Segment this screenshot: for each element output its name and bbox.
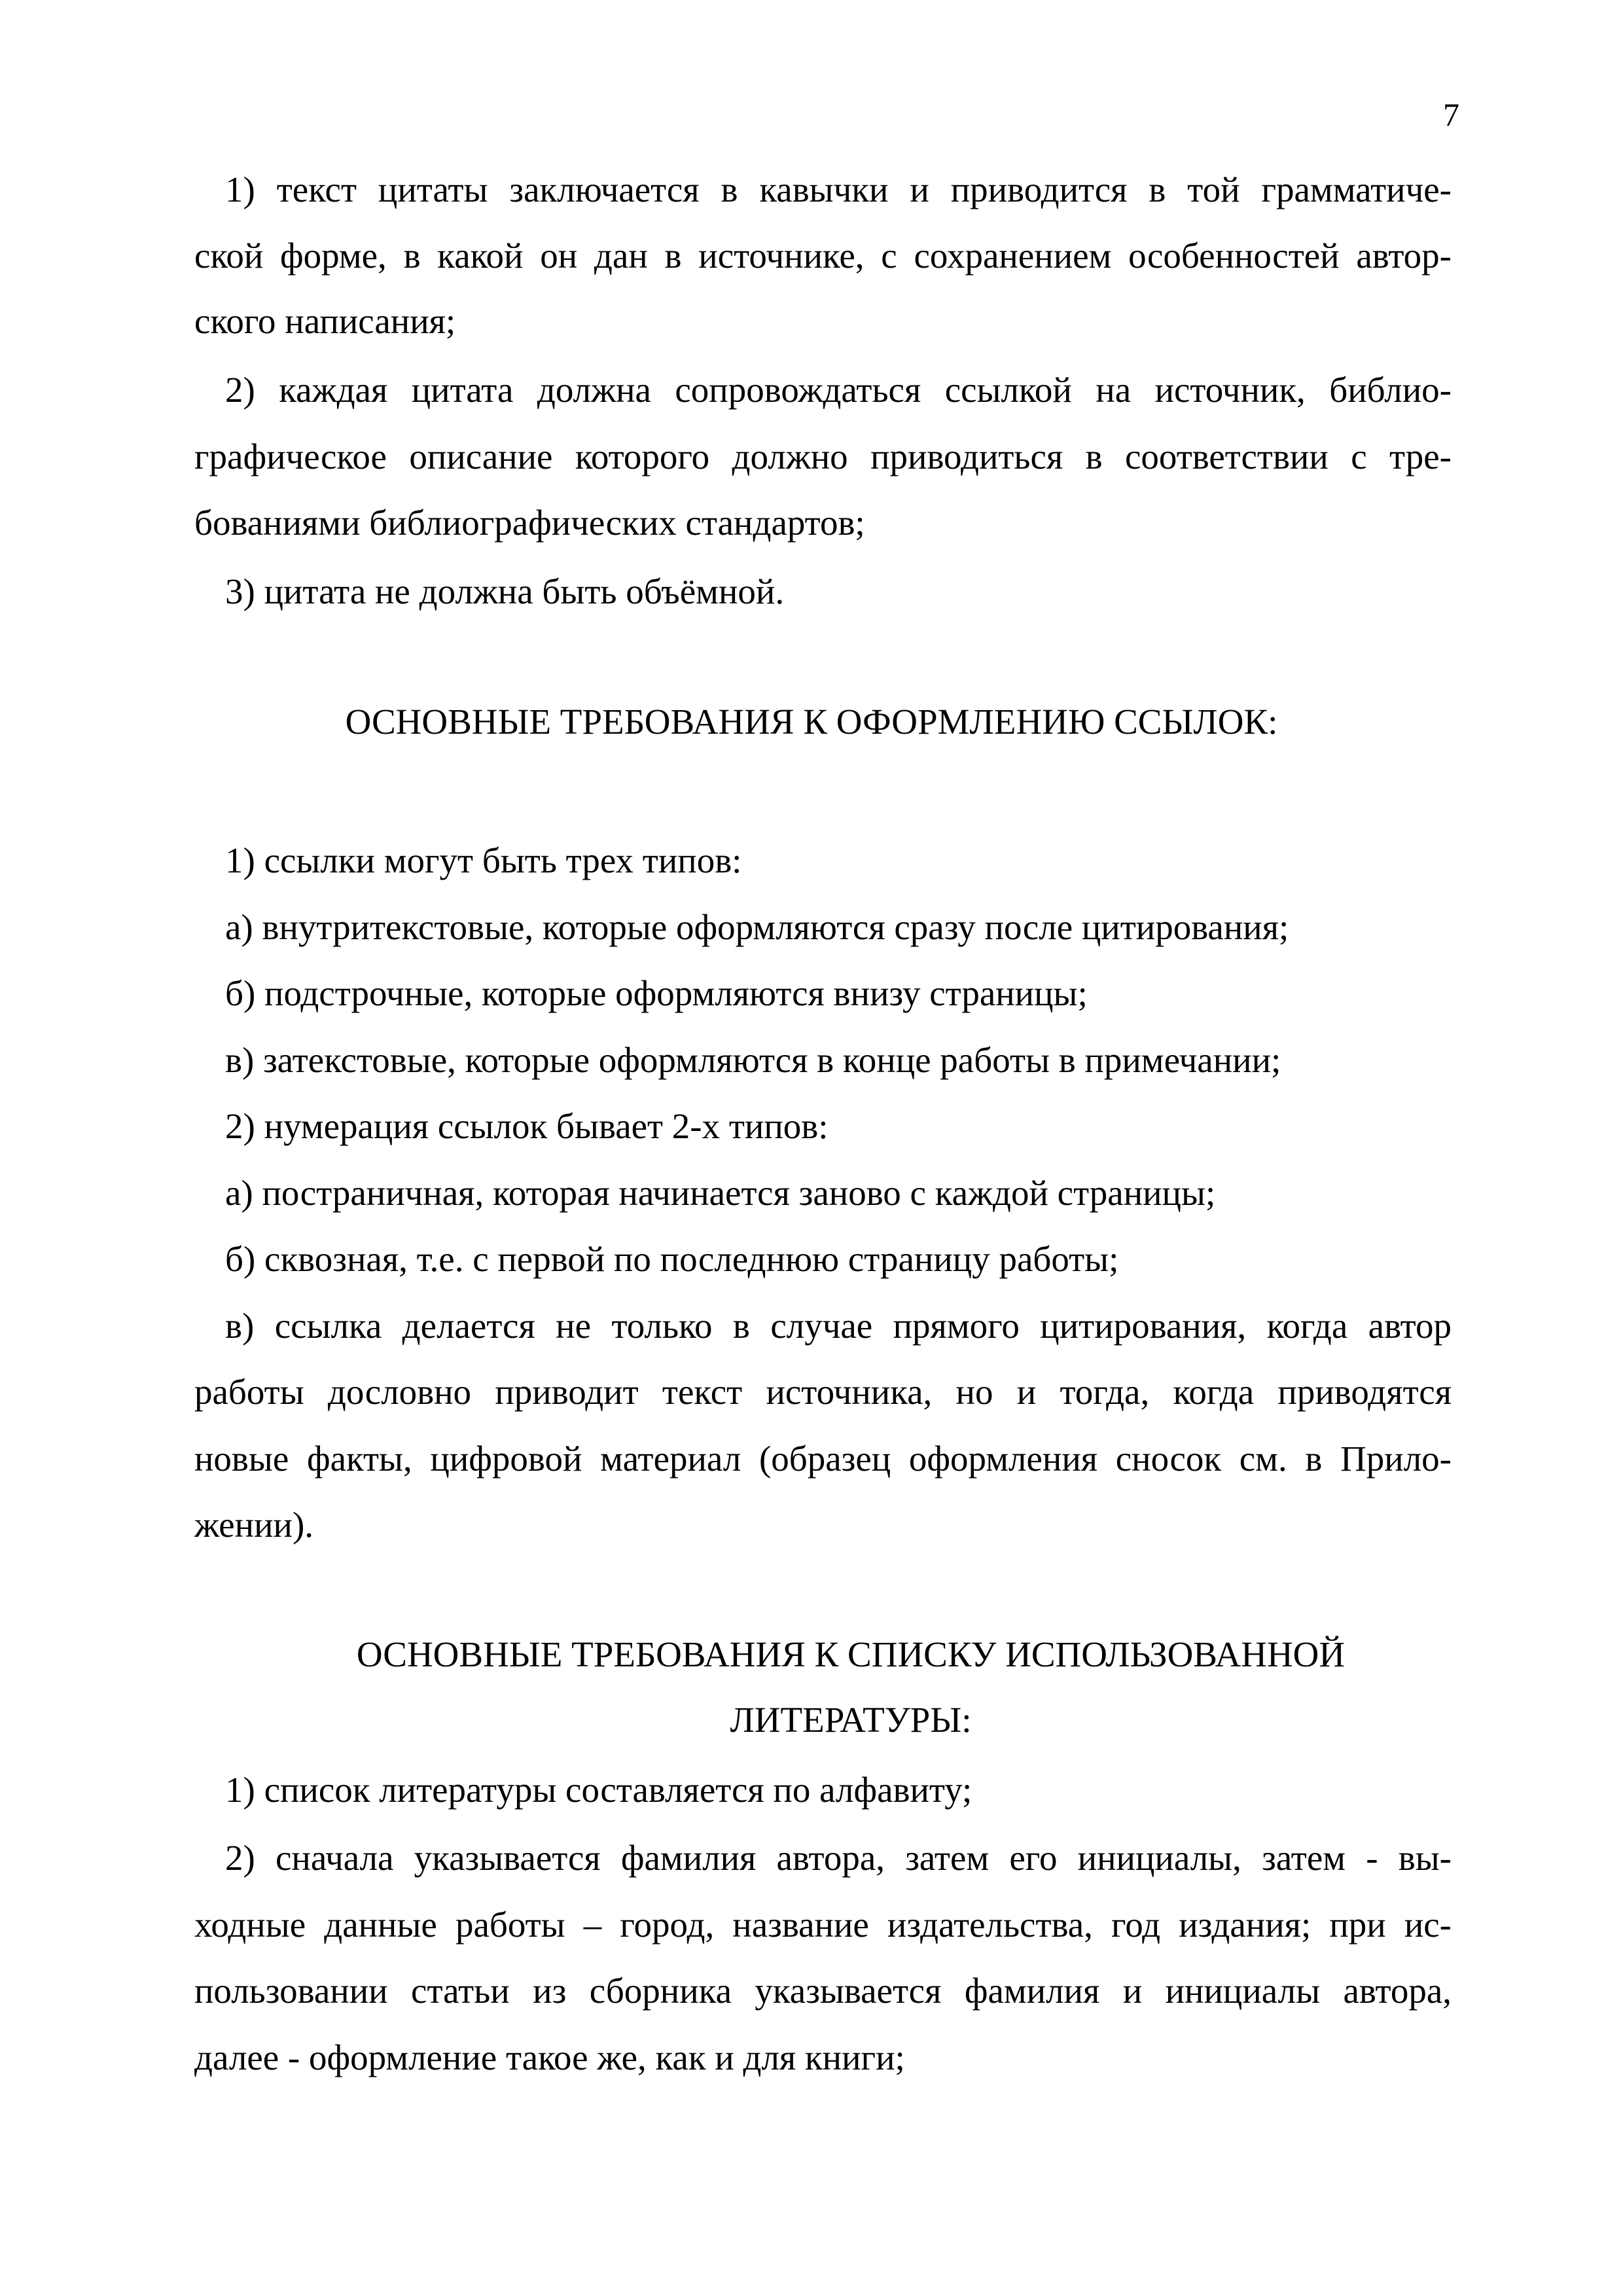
links-item-2: а) внутритекстовые, которые оформляются сразу после цитирования; <box>225 907 1289 947</box>
literature-item-2-line-4: далее - оформление такое же, как и для книги; <box>194 2037 905 2077</box>
links-item-1: 1) ссылки могут быть трех типов: <box>225 840 742 880</box>
literature-item-2-line-2: ходные данные работы – город, название издательства, год издания; при ис- <box>194 1905 1452 1945</box>
links-item-4: в) затекстовые, которые оформляются в конце работы в примечании; <box>225 1040 1281 1080</box>
citation-rule-1-line-1: 1) текст цитаты заключается в кавычки и приводится в той грамматиче- <box>225 170 1452 209</box>
links-note-line-2: работы дословно приводит текст источника, но и тогда, когда приводятся <box>194 1372 1452 1412</box>
citation-rule-1-line-3: ского написания; <box>194 301 456 341</box>
links-item-7: б) сквозная, т.е. с первой по последнюю страницу работы; <box>225 1239 1119 1279</box>
citation-rule-2-line-3: бованиями библиографических стандартов; <box>194 503 865 543</box>
page-number: 7 <box>1443 96 1459 133</box>
links-note-line-1: в) ссылка делается не только в случае прямого цитирования, когда автор <box>225 1306 1452 1346</box>
links-heading: ОСНОВНЫЕ ТРЕБОВАНИЯ К ОФОРМЛЕНИЮ ССЫЛОК: <box>345 702 1278 742</box>
links-note-line-4: жении). <box>194 1505 314 1545</box>
literature-item-2-line-1: 2) сначала указывается фамилия автора, затем его инициалы, затем - вы- <box>225 1838 1452 1878</box>
literature-heading-line-1: ОСНОВНЫЕ ТРЕБОВАНИЯ К СПИСКУ ИСПОЛЬЗОВАННОЙ <box>356 1634 1346 1674</box>
literature-heading-line-2: ЛИТЕРАТУРЫ: <box>730 1700 972 1740</box>
links-item-6: а) постраничная, которая начинается заново с каждой страницы; <box>225 1173 1216 1213</box>
citation-rule-3: 3) цитата не должна быть объёмной. <box>225 571 785 611</box>
citation-rule-2-line-1: 2) каждая цитата должна сопровождаться ссылкой на источник, библио- <box>225 370 1452 410</box>
links-item-5: 2) нумерация ссылок бывает 2-х типов: <box>225 1106 829 1146</box>
citation-rule-2-line-2: графическое описание которого должно приводиться в соответствии с тре- <box>194 437 1452 476</box>
literature-item-2-line-3: пользовании статьи из сборника указывается фамилия и инициалы автора, <box>194 1971 1452 2011</box>
links-note-line-3: новые факты, цифровой материал (образец оформления сносок см. в Прило- <box>194 1439 1452 1479</box>
links-item-3: б) подстрочные, которые оформляются внизу страницы; <box>225 973 1088 1013</box>
literature-item-1: 1) список литературы составляется по алфавиту; <box>225 1770 972 1810</box>
citation-rule-1-line-2: ской форме, в какой он дан в источнике, с сохранением особенностей автор- <box>194 236 1452 276</box>
